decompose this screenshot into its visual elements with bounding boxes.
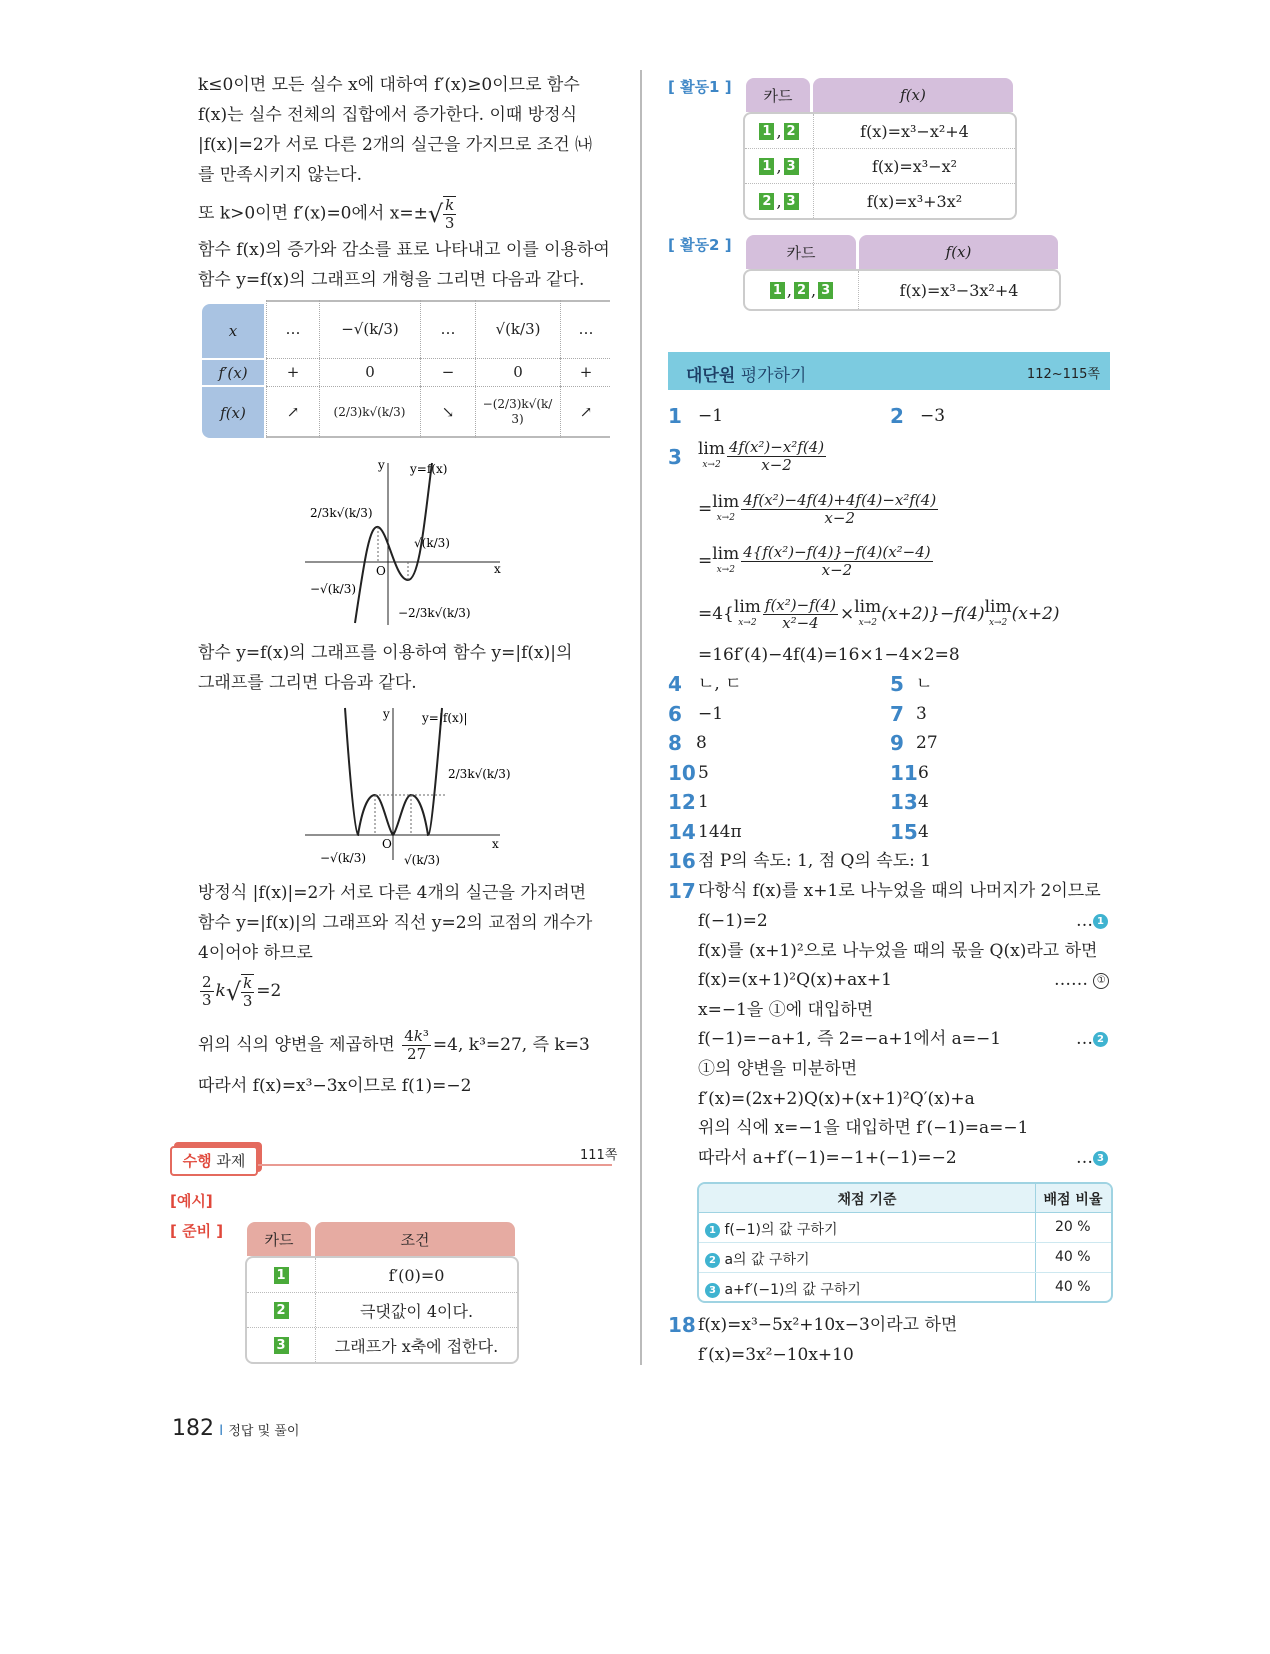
- solution-line: f′(x)=3x²−10x+10: [698, 1345, 854, 1365]
- cell: +: [266, 358, 319, 386]
- cell: 0: [319, 358, 420, 386]
- question-number: 15: [890, 820, 918, 844]
- col-header: 배점 비율: [1043, 1192, 1103, 1208]
- answer: 1: [698, 792, 709, 812]
- question-number: 10: [668, 761, 696, 785]
- page-number: 182: [172, 1416, 214, 1441]
- condition: f′(0)=0: [388, 1265, 445, 1285]
- prep-label: [ 준비 ]: [170, 1222, 224, 1240]
- text-line: 함수 y=f(x)의 그래프를 이용하여 함수 y=|f(x)|의: [198, 643, 573, 663]
- conditions-table: [245, 1222, 519, 1364]
- cell: ↘: [420, 386, 475, 438]
- card-badge: 2: [274, 1302, 289, 1319]
- col-header: 채점 기준: [837, 1192, 897, 1208]
- answer: −1: [698, 704, 724, 724]
- xpos-label: √(k/3): [414, 536, 450, 550]
- example-label: [예시]: [170, 1192, 213, 1210]
- solution-line: f(−1)=2: [698, 911, 768, 931]
- row-header: f(x): [202, 387, 264, 438]
- question-number: 16: [668, 849, 696, 873]
- question-number: 11: [890, 761, 918, 785]
- answer: −3: [920, 406, 946, 426]
- cell: −: [420, 358, 475, 386]
- cell: ↗: [560, 386, 611, 438]
- origin-label: O: [376, 564, 386, 578]
- text: 또 k>0이면 f′(x)=0에서 x=±: [198, 203, 428, 224]
- step-mark: … 3: [1076, 1147, 1108, 1169]
- page-range: 112~115쪽: [1026, 367, 1100, 382]
- solution-line: f(x)를 (x+1)²으로 나누었을 때의 몫을 Q(x)라고 하면: [698, 941, 1098, 961]
- origin-label: O: [382, 837, 392, 851]
- table-row: [247, 1258, 517, 1293]
- table-row: 1 , 3 f(x)=x³−x²: [745, 149, 1015, 184]
- function: f(x)=x³−x²: [871, 156, 958, 176]
- text-line: 함수 y=|f(x)|의 그래프와 직선 y=2의 교점의 개수가: [198, 913, 593, 933]
- increase-decrease-table: [202, 300, 610, 438]
- text-line: 방정식 |f(x)|=2가 서로 다른 4개의 실근을 가지려면: [198, 883, 587, 903]
- table-row: 1 , 2 f(x)=x³−x²+4: [745, 114, 1015, 149]
- solution-line: 위의 식에 x=−1을 대입하면 f′(−1)=a=−1: [698, 1118, 1029, 1138]
- question-number: 18: [668, 1313, 696, 1337]
- col-header: f(x): [813, 78, 1013, 112]
- col-header: 카드: [746, 235, 856, 269]
- task-title: 수행 과제: [170, 1146, 258, 1176]
- question-number: 8: [668, 731, 682, 755]
- graph-f: [300, 455, 530, 630]
- text-line: 를 만족시키지 않는다.: [198, 165, 363, 185]
- question-number: 17: [668, 879, 696, 903]
- xneg-label: −√(k/3): [320, 851, 367, 865]
- solution-line: f′(x)=(2x+2)Q(x)+(x+1)²Q′(x)+a: [698, 1089, 975, 1109]
- solution-line: x=−1을 ①에 대입하면: [698, 1000, 874, 1020]
- cell: ↗: [266, 386, 319, 438]
- table-row: [247, 1293, 517, 1328]
- cell: (2/3)k√(k/3): [319, 386, 419, 438]
- min-label: −2/3k√(k/3): [398, 606, 471, 620]
- table-row: 3 a+f′(−1)의 값 구하기 40 %: [699, 1273, 1111, 1301]
- table-row: 1 , 2 , 3 f(x)=x³−3x²+4: [745, 271, 1059, 309]
- answer: 6: [918, 763, 929, 783]
- question-number: 9: [890, 731, 904, 755]
- x-label: x: [494, 562, 501, 576]
- solution-line: = lim x→2 $\frac{\text{4\{f(x²)−f(4)\}−f(4)(x²−4)}}{x-2}$: [698, 543, 931, 579]
- text: =2: [256, 981, 282, 1001]
- text-line: 따라서 f(x)=x³−3x이므로 f(1)=−2: [198, 1076, 472, 1096]
- condition: 극댓값이 4이다.: [359, 1301, 474, 1321]
- answer: ㄴ, ㄷ: [698, 674, 742, 694]
- text-line: 그래프를 그리면 다음과 같다.: [198, 673, 417, 693]
- footer: [172, 1416, 299, 1441]
- column-divider: [640, 70, 642, 1365]
- solution-line: f(−1)=−a+1, 즉 2=−a+1에서 a=−1: [698, 1029, 1002, 1049]
- answer: 27: [916, 733, 938, 753]
- solution-line: f(x)=x³−5x²+10x−3이라고 하면: [698, 1315, 958, 1335]
- activity1-label: [ 활동1 ]: [668, 78, 732, 96]
- cell: √(k/3): [475, 300, 560, 358]
- text-line: |f(x)|=2가 서로 다른 2개의 실근을 가지므로 조건 ㈏: [198, 135, 593, 155]
- xpos-label: √(k/3): [404, 853, 440, 867]
- question-number: 1: [668, 404, 682, 428]
- function: f(x)=x³+3x²: [866, 191, 963, 211]
- section-banner: 대단원 평가하기 112~115쪽: [668, 352, 1110, 390]
- answer: 144π: [698, 822, 742, 842]
- table-row: [247, 1328, 517, 1362]
- question-number: 5: [890, 672, 904, 696]
- solution-line: ①의 양변을 미분하면: [698, 1059, 858, 1079]
- row-header: x: [202, 304, 264, 358]
- cell: −(2/3)k√(k/3): [475, 386, 559, 438]
- graph-abs-f: [300, 700, 540, 870]
- answer: 4: [918, 792, 929, 812]
- condition: 그래프가 x축에 접한다.: [334, 1336, 499, 1356]
- question-number: 14: [668, 820, 696, 844]
- curve-label: y=f(x): [410, 462, 448, 476]
- solution-line: 다항식 f(x)를 x+1로 나누었을 때의 나머지가 2이므로: [698, 881, 1101, 901]
- solution-line: = lim x→2 $\frac{\text{4f(x²)−4f(4)+4f(4)−x²f(4)}}{x-2}$: [698, 491, 937, 527]
- text-line: f(x)는 실수 전체의 집합에서 증가한다. 이때 방정식: [198, 105, 577, 125]
- answer: 점 P의 속도: 1, 점 Q의 속도: 1: [698, 851, 932, 871]
- table-row: 2 , 3 f(x)=x³+3x²: [745, 184, 1015, 218]
- table-row: 2 a의 값 구하기 40 %: [699, 1243, 1111, 1273]
- card-badge: 3: [274, 1337, 289, 1354]
- step-mark: … 1: [1076, 910, 1108, 932]
- text-line: 함수 f(x)의 증가와 감소를 표로 나타내고 이를 이용하여: [198, 240, 610, 260]
- cell: …: [420, 300, 475, 358]
- table-row: 1 f(−1)의 값 구하기 20 %: [699, 1213, 1111, 1243]
- sqrt: √ $\frac{k}{3}$: [427, 196, 455, 232]
- y-label: y: [383, 707, 390, 721]
- solution-line: 따라서 a+f′(−1)=−1+(−1)=−2: [698, 1148, 957, 1168]
- answer: −1: [698, 406, 724, 426]
- text-line: [198, 196, 458, 232]
- cell: …: [560, 300, 611, 358]
- answer: 3: [916, 704, 927, 724]
- col-header: f(x): [859, 235, 1058, 269]
- answer: 8: [696, 733, 707, 753]
- y-label: y: [378, 458, 385, 472]
- question-number: 12: [668, 790, 696, 814]
- curve-label: y=|f(x)|: [422, 711, 468, 725]
- xneg-label: −√(k/3): [310, 582, 357, 596]
- cell: 0: [475, 358, 560, 386]
- card-badge: 1: [274, 1267, 289, 1284]
- activity1-table: [743, 78, 1017, 220]
- solution-line: f(x)=(x+1)²Q(x)+ax+1: [698, 970, 892, 990]
- cell: +: [560, 358, 611, 386]
- text-line: 4이어야 하므로: [198, 943, 313, 963]
- row-header: f′(x): [202, 360, 264, 385]
- max-label: 2/3k√(k/3): [310, 506, 373, 520]
- separator: I: [219, 1423, 224, 1439]
- step-mark: … 2: [1076, 1028, 1108, 1050]
- footer-title: 정답 및 풀이: [228, 1424, 300, 1439]
- question-number: 6: [668, 702, 682, 726]
- max-label: 2/3k√(k/3): [448, 767, 511, 781]
- question-number: 13: [890, 790, 918, 814]
- text-line: k≤0이면 모든 실수 x에 대하여 f′(x)≥0이므로 함수: [198, 75, 580, 95]
- col-header: 카드: [247, 1222, 311, 1256]
- function: f(x)=x³−x²+4: [860, 121, 969, 141]
- text-line: 함수 y=f(x)의 그래프의 개형을 그리면 다음과 같다.: [198, 270, 585, 290]
- page-ref: 111쪽: [580, 1148, 618, 1163]
- text-line: 위의 식의 양변을 제곱하면 $\frac{\text{4k³}}{27}$ =4, k³=27, 즉 k=3: [198, 1027, 590, 1063]
- col-header: 카드: [746, 78, 810, 112]
- cell: …: [266, 300, 319, 358]
- x-label: x: [492, 837, 499, 851]
- col-header: 조건: [315, 1222, 515, 1256]
- answer: 5: [698, 763, 709, 783]
- text: =4, k³=27, 즉 k=3: [432, 1035, 590, 1055]
- solution-line: lim x→2 $\frac{\text{4f(x²)−x²f(4)}}{x-2}$: [698, 438, 825, 474]
- function: f(x)=x³−3x²+4: [899, 280, 1019, 300]
- question-number: 4: [668, 672, 682, 696]
- equation: $\frac{2}{3}$ k √ $\frac{k}{3}$ =2: [202, 973, 282, 1010]
- question-number: 3: [668, 445, 682, 469]
- question-number: 7: [890, 702, 904, 726]
- question-number: 2: [890, 404, 904, 428]
- activity2-label: [ 활동2 ]: [668, 236, 732, 254]
- solution-line: =16f′(4)−4f(4)=16×1−4×2=8: [698, 645, 960, 665]
- cell: −√(k/3): [319, 300, 420, 358]
- text: 위의 식의 양변을 제곱하면: [198, 1035, 395, 1055]
- task-rule: [258, 1164, 612, 1166]
- solution-line: =4{ lim x→2 $\frac{\text{f(x²)−f(4)}}{\text{x²−4}}$ × lim x→2 (x+2)}−f(4) lim x→2 (x+2): [698, 596, 1060, 632]
- eq-ref: …… ①: [1054, 969, 1109, 991]
- activity2-table: [743, 235, 1061, 310]
- answer: 4: [918, 822, 929, 842]
- grading-table: [697, 1182, 1113, 1303]
- answer: ㄴ: [916, 674, 933, 694]
